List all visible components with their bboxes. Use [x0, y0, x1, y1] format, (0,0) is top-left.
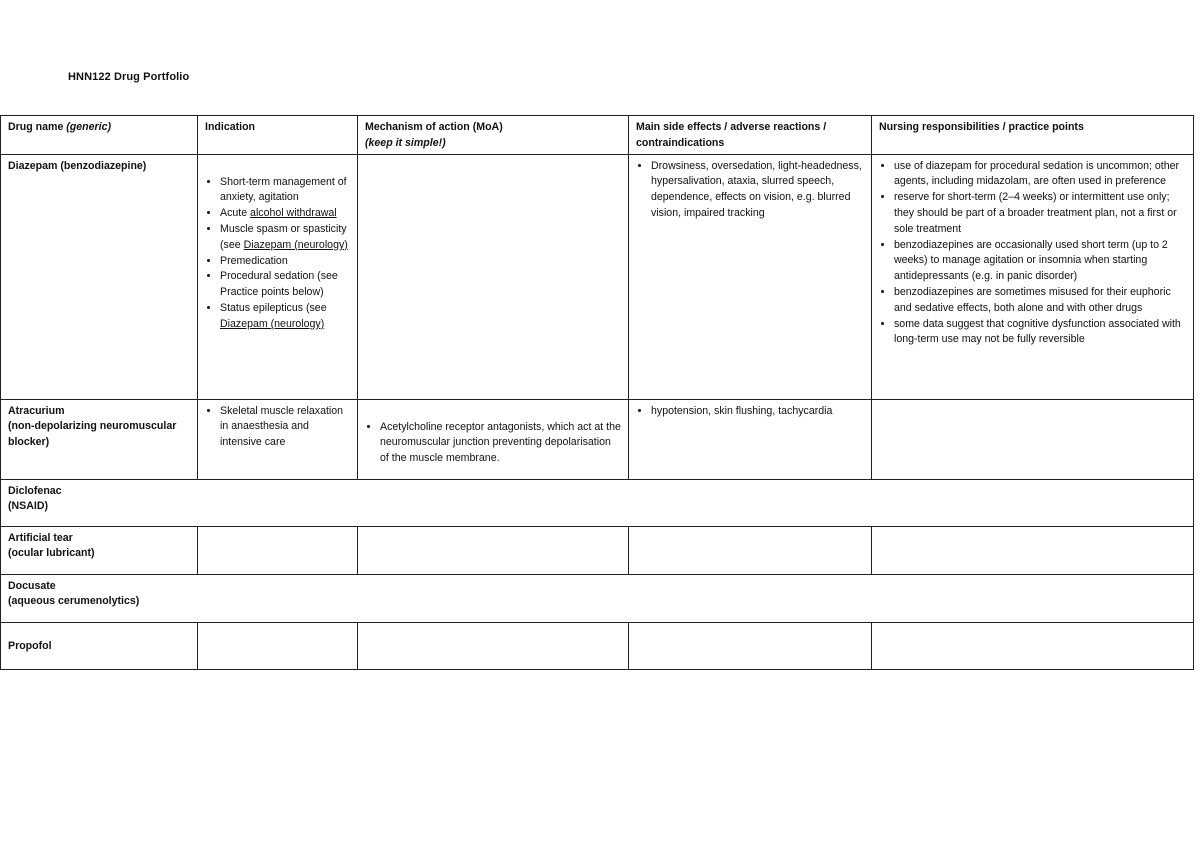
list-item: • reserve for short-term (2–4 weeks) or intermittent use only; they should be part of a broader treatment plan, not a first or sole treatment [894, 190, 1187, 237]
list-item: • Status epilepticus (see Diazepam (neurology) [220, 301, 351, 333]
nursing-propofol [872, 622, 1194, 669]
drug-name-docusate: Docusate (aqueous cerumenolytics) [1, 574, 1194, 622]
list-item: • benzodiazepines are sometimes misused for their euphoric and sedative effects, both alone and with other drugs [894, 285, 1187, 317]
list-item: • Acute alcohol withdrawal [220, 206, 351, 222]
list-item: • some data suggest that cognitive dysfunction associated with long-term use may not be fully reversible [894, 317, 1187, 349]
header-side-effects: Main side effects / adverse reactions / contraindications [629, 116, 872, 155]
table-row-atracurium [1, 399, 1194, 479]
table-row-diazepam [1, 154, 1194, 399]
header-moa: Mechanism of action (MoA) (keep it simple!) [358, 116, 629, 155]
header-moa-note: (keep it simple!) [365, 136, 446, 149]
nursing-atracurium [872, 399, 1194, 479]
drug-portfolio-table [0, 115, 1194, 670]
list-item: • benzodiazepines are occasionally used short term (up to 2 weeks) to manage agitation or insomnia when starting antidepressants (e.g. in panic disorder) [894, 238, 1187, 285]
side-effects-propofol [629, 622, 872, 669]
list-item: • hypotension, skin flushing, tachycardia [651, 404, 865, 420]
side-effects-list [636, 404, 865, 420]
header-drug-name-generic: (generic) [66, 121, 112, 133]
document-title: HNN122 Drug Portfolio [68, 71, 190, 83]
drug-name-propofol: Propofol [1, 622, 198, 669]
list-item: • use of diazepam for procedural sedation is uncommon; other agents, including midazolam, are often used in preference [894, 159, 1187, 191]
moa-list [365, 420, 622, 467]
table-row-propofol [1, 622, 1194, 669]
indication-artificial-tear [198, 526, 358, 574]
side-effects-list [636, 159, 865, 222]
side-effects-atracurium [629, 399, 872, 479]
moa-diazepam [358, 154, 629, 399]
indication-list [205, 175, 351, 333]
header-indication: Indication [198, 116, 358, 155]
nursing-diazepam [872, 154, 1194, 399]
drug-name-diclofenac: Diclofenac (NSAID) [1, 479, 1194, 526]
side-effects-artificial-tear [629, 526, 872, 574]
nursing-artificial-tear [872, 526, 1194, 574]
moa-propofol [358, 622, 629, 669]
header-nursing: Nursing responsibilities / practice points [872, 116, 1194, 155]
list-item: • Skeletal muscle relaxation in anaesthesia and intensive care [220, 404, 351, 451]
table-row-docusate [1, 574, 1194, 622]
header-drug-name: Drug name (generic) [1, 116, 198, 155]
indication-diazepam [198, 154, 358, 399]
list-item: • Drowsiness, oversedation, light-headedness, hypersalivation, ataxia, slurred speech, dependence, effects on vision, e.g. blurred vision, impaired tracking [651, 159, 865, 222]
list-item: • Muscle spasm or spasticity (see Diazepam (neurology) [220, 222, 351, 254]
list-item: • Procedural sedation (see Practice points below) [220, 269, 351, 301]
table-header-row [1, 116, 1194, 155]
diazepam-neurology-link-2[interactable]: Diazepam (neurology) [220, 317, 325, 330]
alcohol-withdrawal-link[interactable]: alcohol withdrawal [250, 207, 337, 220]
table-row-artificial-tear [1, 526, 1194, 574]
indication-propofol [198, 622, 358, 669]
diazepam-neurology-link[interactable]: Diazepam (neurology) [243, 238, 348, 251]
drug-name-atracurium: Atracurium (non-depolarizing neuromuscular blocker) [1, 399, 198, 479]
indication-list [205, 404, 351, 451]
drug-name-diazepam: Diazepam (benzodiazepine) [1, 154, 198, 399]
indication-atracurium [198, 399, 358, 479]
nursing-list [879, 159, 1187, 349]
list-item: • Short-term management of anxiety, agitation [220, 175, 351, 207]
side-effects-diazepam [629, 154, 872, 399]
moa-artificial-tear [358, 526, 629, 574]
table-row-diclofenac [1, 479, 1194, 526]
list-item: • Acetylcholine receptor antagonists, which act at the neuromuscular junction preventing depolarisation of the muscle membrane. [380, 420, 622, 467]
drug-name-artificial-tear: Artificial tear (ocular lubricant) [1, 526, 198, 574]
moa-atracurium [358, 399, 629, 479]
list-item: • Premedication [220, 254, 351, 270]
